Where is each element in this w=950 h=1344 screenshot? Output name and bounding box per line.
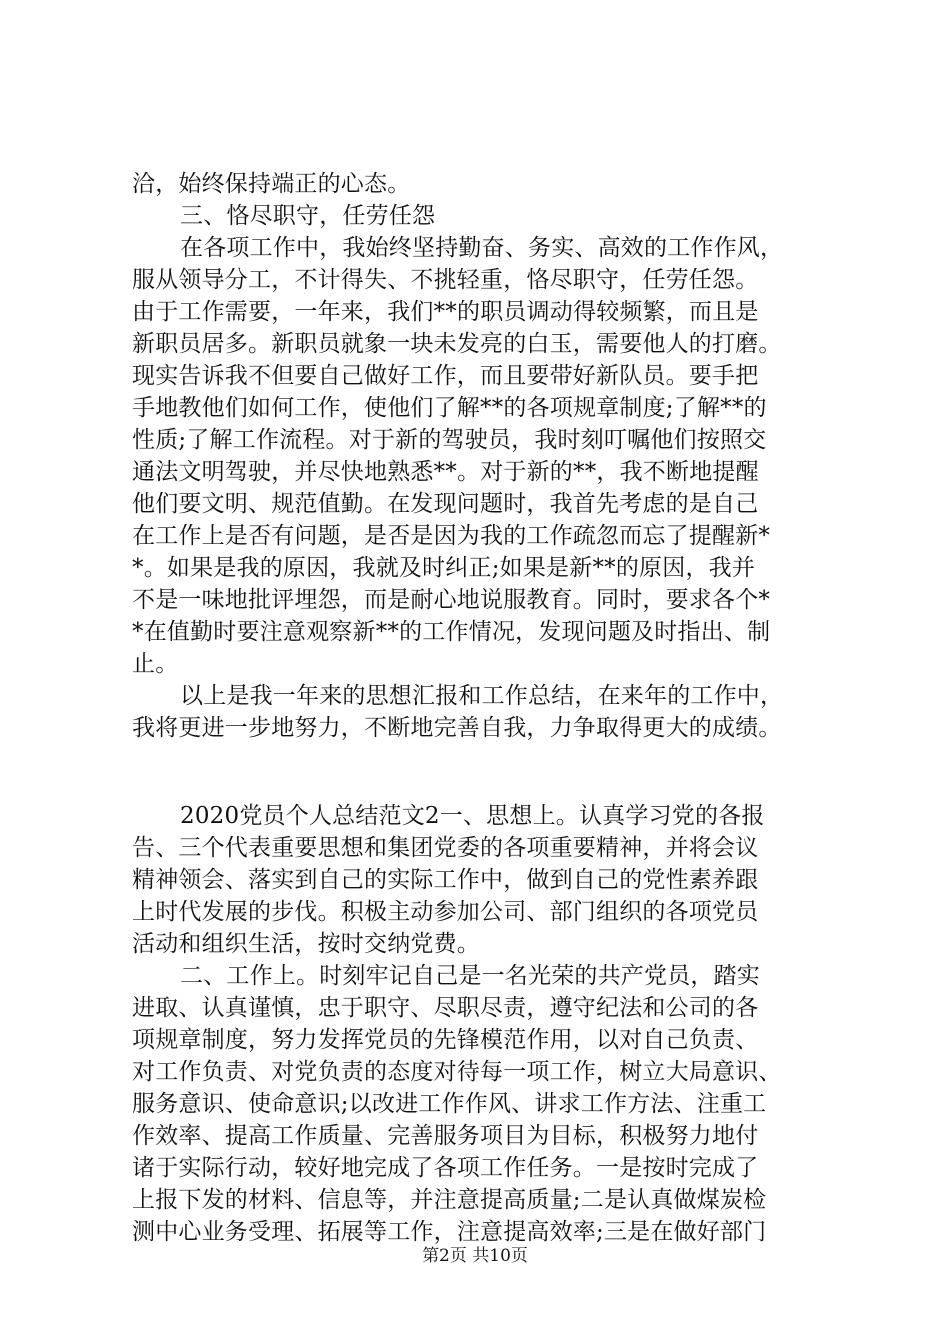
text-line: 对工作负责、对党负责的态度对待每一项工作，树立大局意识、 bbox=[132, 1059, 782, 1085]
text-line: 项规章制度，努力发挥党员的先锋模范作用，以对自己负责、 bbox=[132, 1027, 759, 1053]
text-line: 止。 bbox=[132, 651, 179, 677]
text-line: 上时代发展的步伐。积极主动参加公司、部门组织的各项党员 bbox=[132, 899, 759, 925]
text-line: 测中心业务受理、拓展等工作，注意提高效率;三是在做好部门 bbox=[132, 1219, 767, 1245]
text-line: 精神领会、落实到自己的实际工作中，做到自己的党性素养跟 bbox=[132, 867, 759, 893]
text-line: 进取、认真谨慎，忠于职守、尽职尽责，遵守纪法和公司的各 bbox=[132, 995, 759, 1021]
paragraph-gap bbox=[132, 744, 832, 800]
text-line: 我将更进一步地努力，不断地完善自我，力争取得更大的成绩。 bbox=[132, 715, 782, 741]
text-line: 在工作上是否有问题，是否是因为我的工作疏忽而忘了提醒新* bbox=[132, 523, 771, 549]
text-line: 洽，始终保持端正的心态。 bbox=[132, 171, 411, 197]
text-line: 手地教他们如何工作，使他们了解**的各项规章制度;了解**的 bbox=[132, 395, 767, 421]
text-line: 他们要文明、规范值勤。在发现问题时，我首先考虑的是自己 bbox=[132, 491, 759, 517]
page-number-footer: 第2页 共10页 bbox=[422, 1246, 528, 1266]
text-line: 服从领导分工，不计得失、不挑轻重，恪尽职守，任劳任怨。 bbox=[132, 267, 759, 293]
text-line: *。如果是我的原因，我就及时纠正;如果是新**的原因，我并 bbox=[132, 555, 756, 581]
document-body bbox=[132, 168, 832, 1248]
text-line: 活动和组织生活，按时交纳党费。 bbox=[132, 931, 480, 957]
text-line: 由于工作需要，一年来，我们**的职员调动得较频繁，而且是 bbox=[132, 299, 759, 325]
text-line: 服务意识、使命意识;以改进工作作风、讲求工作方法、注重工 bbox=[132, 1091, 767, 1117]
text-line: 2020党员个人总结范文2一、思想上。认真学习党的各报 bbox=[180, 803, 765, 829]
text-line: 不是一味地批评埋怨，而是耐心地说服教育。同时，要求各个* bbox=[132, 587, 771, 613]
text-line: 告、三个代表重要思想和集团党委的各项重要精神，并将会议 bbox=[132, 835, 759, 861]
text-line: 二、工作上。时刻牢记自己是一名光荣的共产党员，踏实 bbox=[180, 963, 760, 989]
text-line: 通法文明驾驶，并尽快地熟悉**。对于新的**，我不断地提醒 bbox=[132, 459, 759, 485]
text-line: 在各项工作中，我始终坚持勤奋、务实、高效的工作作风， bbox=[180, 235, 784, 261]
text-line: 上报下发的材料、信息等，并注意提高质量;二是认真做煤炭检 bbox=[132, 1187, 767, 1213]
text-line: 性质;了解工作流程。对于新的驾驶员，我时刻叮嘱他们按照交 bbox=[132, 427, 767, 453]
text-line: *在值勤时要注意观察新**的工作情况，发现问题及时指出、制 bbox=[132, 619, 771, 645]
text-line: 新职员居多。新职员就象一块未发亮的白玉，需要他人的打磨。 bbox=[132, 331, 782, 357]
text-line: 以上是我一年来的思想汇报和工作总结，在来年的工作中， bbox=[180, 683, 784, 709]
text-line: 作效率、提高工作质量、完善服务项目为目标，积极努力地付 bbox=[132, 1123, 759, 1149]
section-heading: 三、恪尽职守，任劳任怨 bbox=[180, 203, 436, 229]
text-line: 现实告诉我不但要自己做好工作，而且要带好新队员。要手把 bbox=[132, 363, 759, 389]
text-line: 诸于实际行动，较好地完成了各项工作任务。一是按时完成了 bbox=[132, 1155, 759, 1181]
